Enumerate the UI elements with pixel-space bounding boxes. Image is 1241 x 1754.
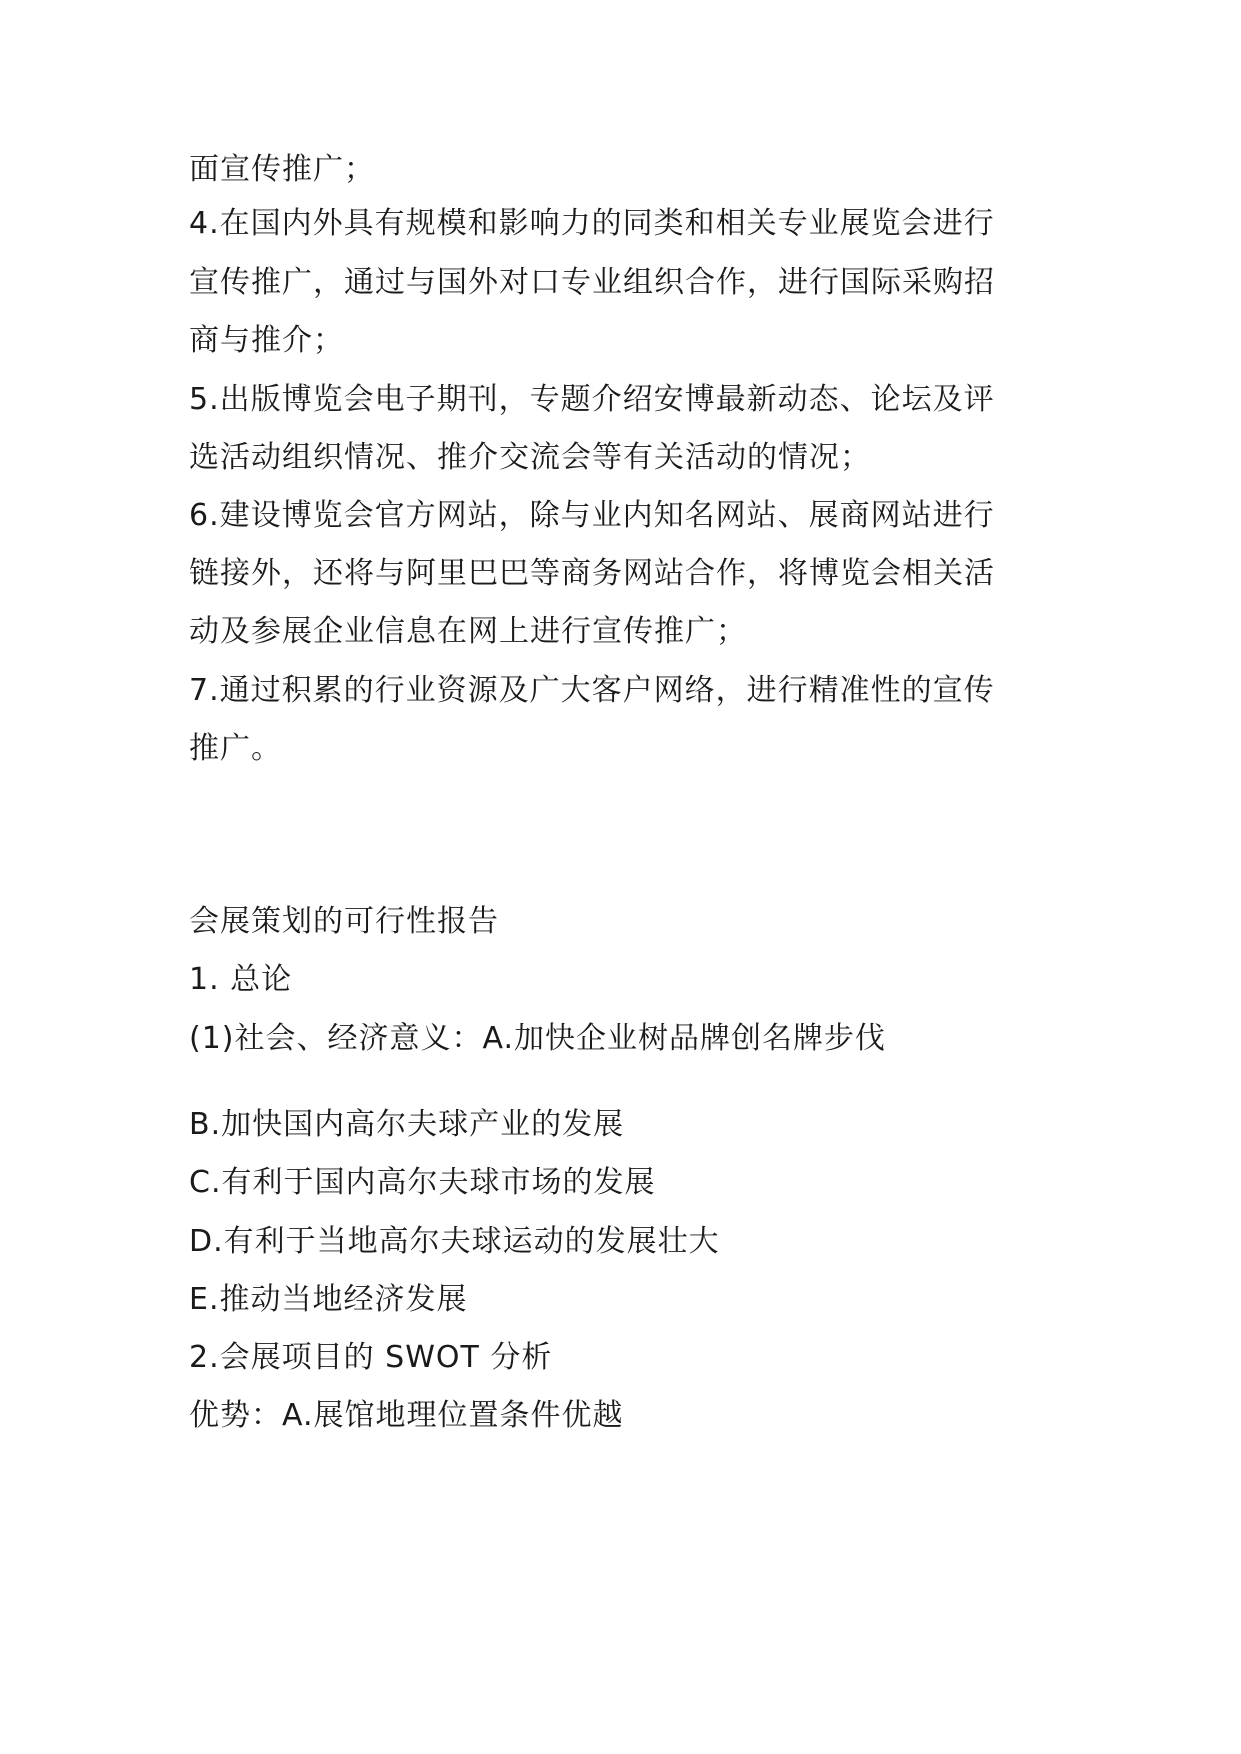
strengths-line: 优势：A.展馆地理位置条件优越 <box>189 1398 624 1433</box>
swot-heading: 2.会展项目的 SWOT 分析 <box>189 1340 553 1375</box>
overview-heading: 1. 总论 <box>189 962 293 997</box>
significance-item: C.有利于国内高尔夫球市场的发展 <box>189 1165 656 1200</box>
paragraph-line: 7.通过积累的行业资源及广大客户网络，进行精准性的宣传 <box>189 673 995 708</box>
paragraph-line: 5.出版博览会电子期刊，专题介绍安博最新动态、论坛及评 <box>189 382 995 417</box>
report-title: 会展策划的可行性报告 <box>189 904 499 939</box>
paragraph-line: 4.在国内外具有规模和影响力的同类和相关专业展览会进行 <box>189 206 995 241</box>
significance-line: (1)社会、经济意义：A.加快企业树品牌创名牌步伐 <box>189 1021 887 1056</box>
paragraph-line: 动及参展企业信息在网上进行宣传推广； <box>189 614 747 649</box>
paragraph-line: 链接外，还将与阿里巴巴等商务网站合作，将博览会相关活 <box>189 556 995 591</box>
significance-item: D.有利于当地高尔夫球运动的发展壮大 <box>189 1224 720 1259</box>
paragraph-line: 6.建设博览会官方网站，除与业内知名网站、展商网站进行 <box>189 498 995 533</box>
paragraph-line: 商与推介； <box>189 323 344 358</box>
paragraph-line: 宣传推广，通过与国外对口专业组织合作，进行国际采购招 <box>189 265 995 300</box>
paragraph-line: 推广。 <box>189 731 282 766</box>
significance-item: E.推动当地经济发展 <box>189 1282 468 1317</box>
paragraph-line: 选活动组织情况、推介交流会等有关活动的情况； <box>189 440 871 475</box>
significance-item: B.加快国内高尔夫球产业的发展 <box>189 1107 625 1142</box>
paragraph-line: 面宣传推广； <box>189 152 375 187</box>
